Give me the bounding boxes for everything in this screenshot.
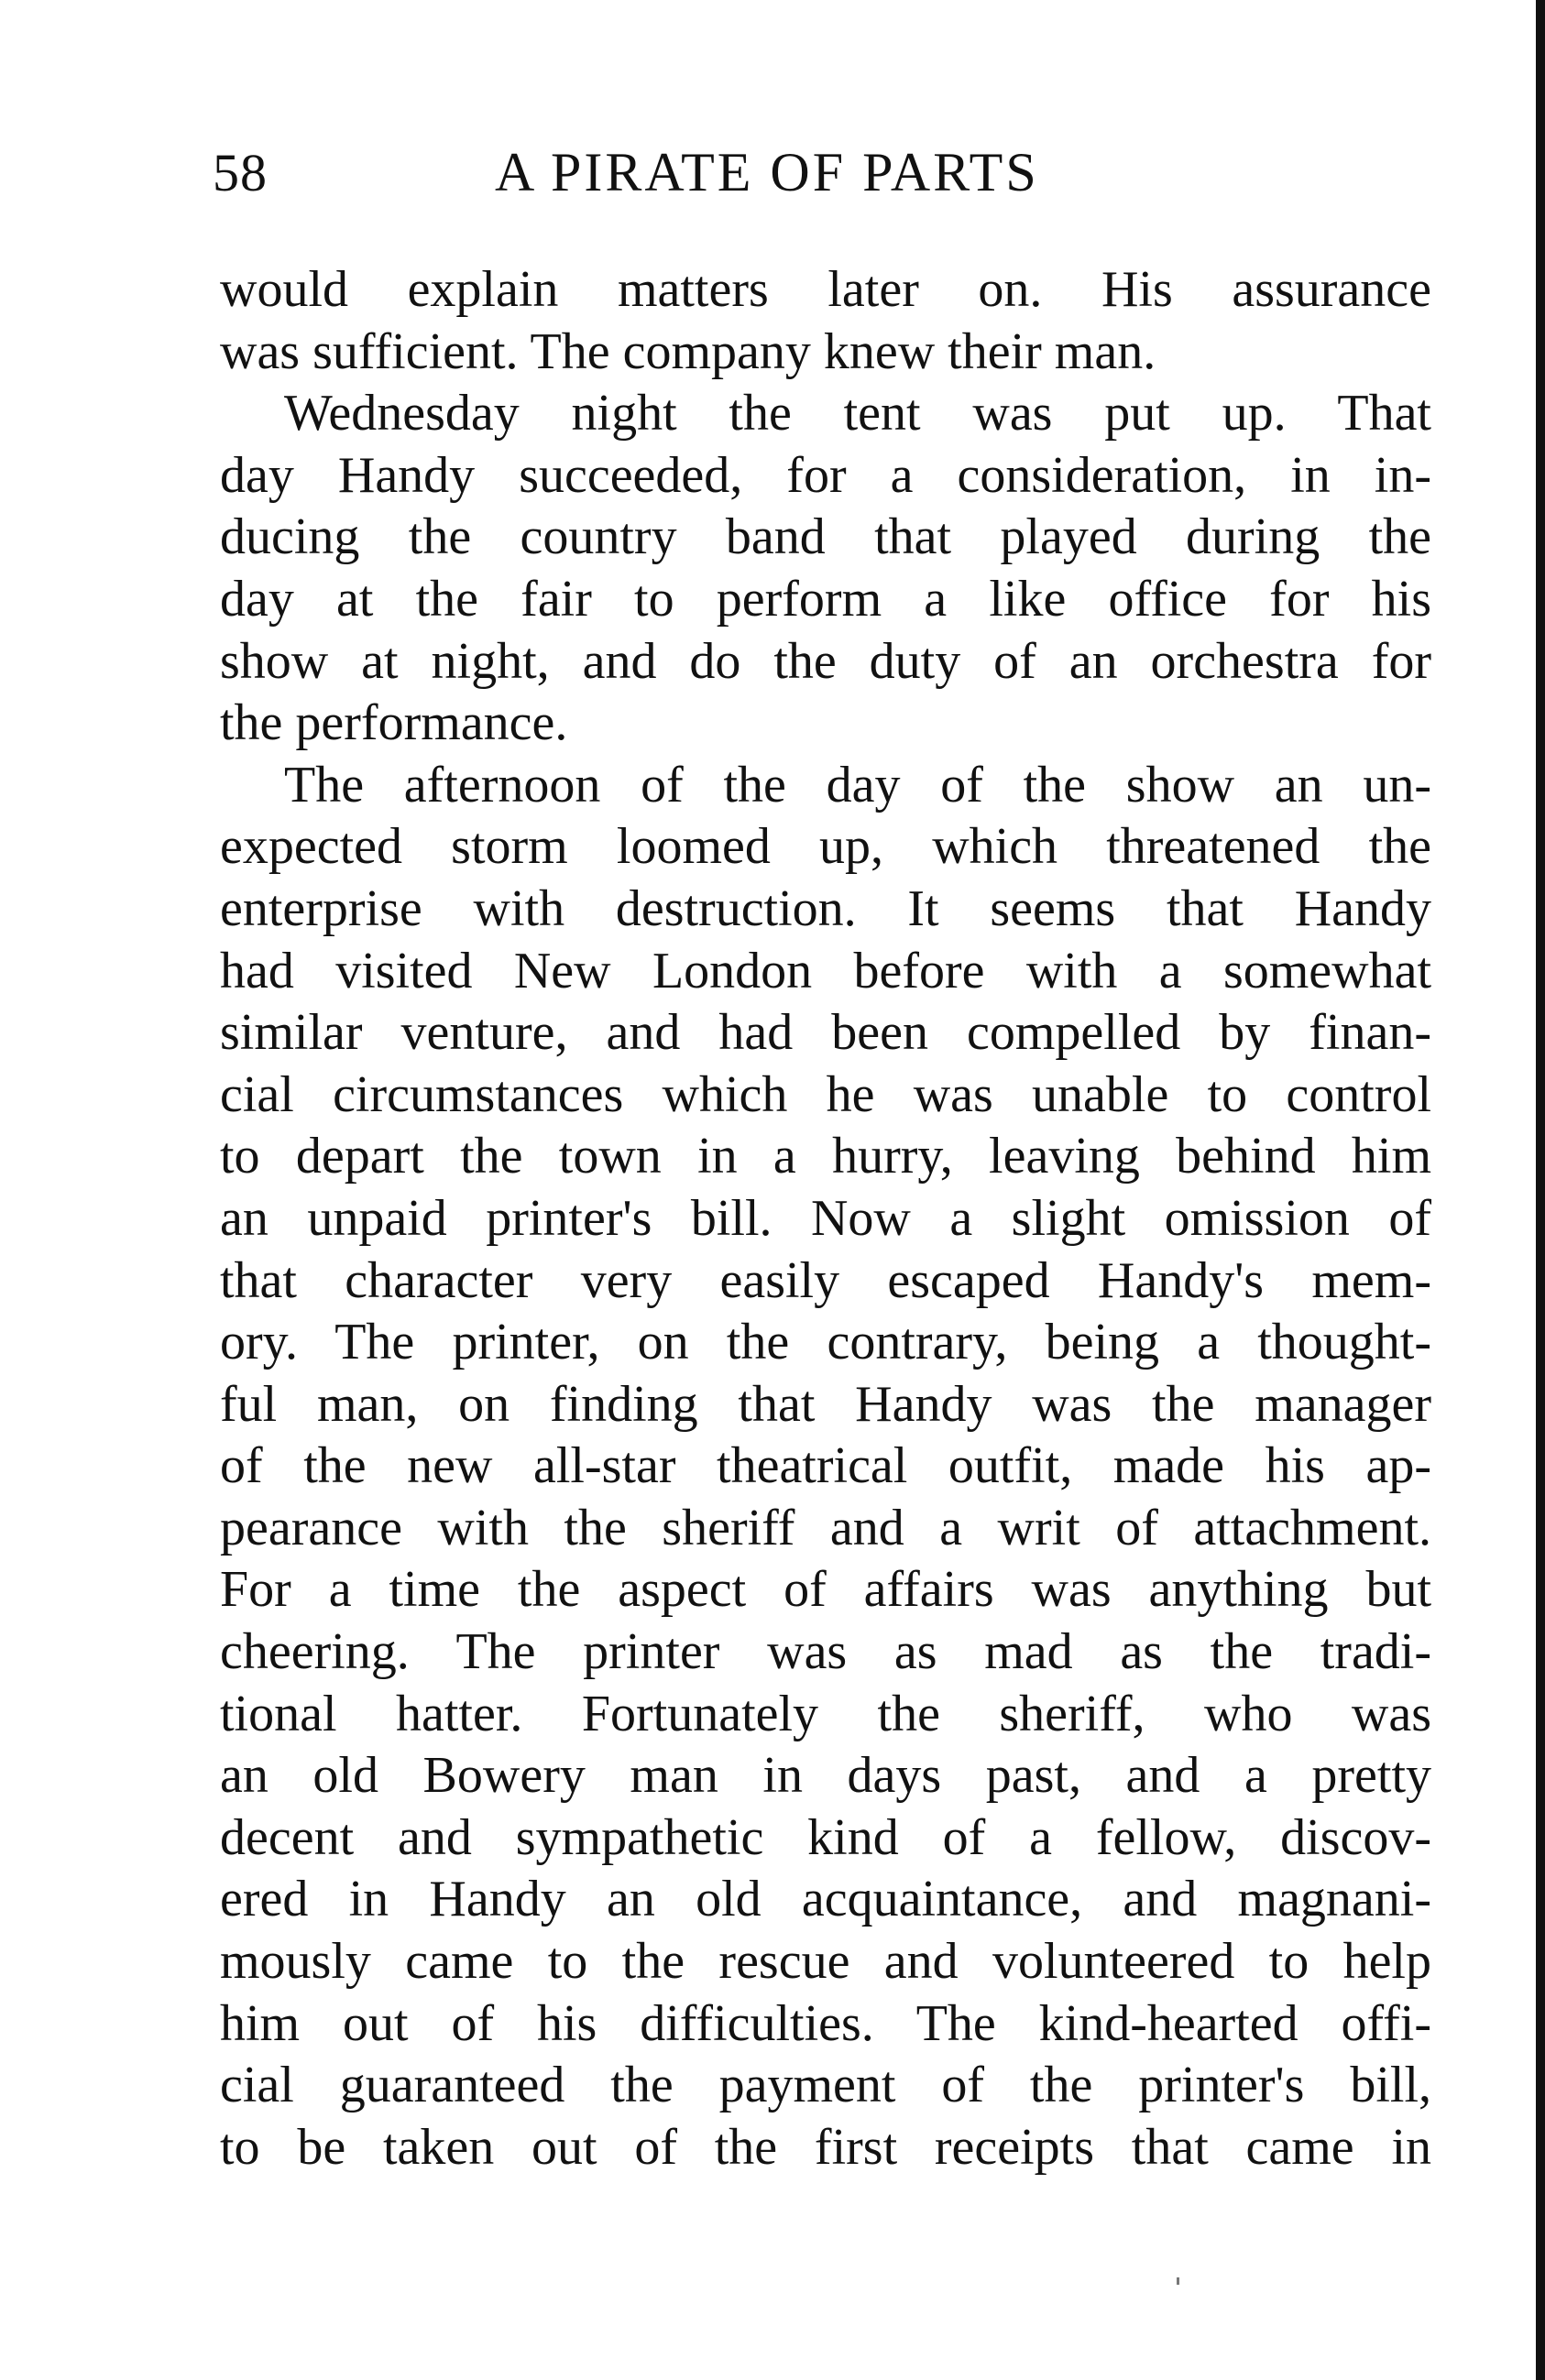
text-line: day Handy succeeded, for a consideration, in in- <box>220 446 1431 504</box>
text-line: ful man, on finding that Handy was the manager <box>220 1375 1431 1433</box>
text-line: an unpaid printer's bill. Now a slight omission of <box>220 1189 1431 1247</box>
page-number: 58 <box>213 143 268 202</box>
text-line: tional hatter. Fortunately the sheriff, who was <box>220 1685 1431 1742</box>
text-line: to be taken out of the first receipts that came in <box>220 2118 1431 2176</box>
text-line: was sufficient. The company knew their man. <box>220 322 1156 380</box>
page-edge <box>1536 0 1545 2380</box>
text-line: ered in Handy an old acquaintance, and magnani- <box>220 1871 1431 1928</box>
text-line: show at night, and do the duty of an orchestra for <box>220 632 1431 690</box>
text-line: cheering. The printer was as mad as the tradi- <box>220 1623 1431 1681</box>
text-line: to depart the town in a hurry, leaving behind him <box>220 1128 1431 1185</box>
paragraph-3 <box>220 755 1431 2179</box>
text-line: decent and sympathetic kind of a fellow, discov- <box>220 1808 1431 1866</box>
body-text <box>220 259 1431 2178</box>
page-speck <box>1177 2277 1179 2285</box>
text-line: similar venture, and had been compelled by finan- <box>220 1004 1431 1062</box>
text-line: day at the fair to perform a like office for his <box>220 570 1431 628</box>
text-line: cial guaranteed the payment of the printer's bill, <box>220 2057 1431 2114</box>
text-line: had visited New London before with a somewhat <box>220 942 1431 999</box>
text-line: ducing the country band that played during the <box>220 508 1431 566</box>
text-line: The afternoon of the day of the show an un- <box>284 756 1431 813</box>
text-line: the performance. <box>220 694 568 752</box>
running-head: A PIRATE OF PARTS <box>495 142 1039 202</box>
text-line: him out of his difficulties. The kind-hearted offi- <box>220 1994 1431 2052</box>
text-line: an old Bowery man in days past, and a pretty <box>220 1747 1431 1805</box>
text-line: pearance with the sheriff and a writ of attachment. <box>220 1499 1431 1556</box>
paragraph-1 <box>220 259 1431 383</box>
text-line: cial circumstances which he was unable to control <box>220 1065 1431 1123</box>
text-line: mously came to the rescue and volunteered to help <box>220 1933 1431 1991</box>
text-line: that character very easily escaped Handy's mem- <box>220 1251 1431 1309</box>
text-line: For a time the aspect of affairs was anything but <box>220 1561 1431 1619</box>
text-line: enterprise with destruction. It seems that Handy <box>220 879 1431 937</box>
paragraph-2 <box>220 383 1431 755</box>
text-line: ory. The printer, on the contrary, being a thought- <box>220 1314 1431 1371</box>
text-line: would explain matters later on. His assurance <box>220 261 1431 318</box>
text-line: expected storm loomed up, which threatened the <box>220 818 1431 876</box>
text-line: Wednesday night the tent was put up. That <box>284 385 1431 442</box>
text-line: of the new all-star theatrical outfit, made his ap- <box>220 1437 1431 1495</box>
